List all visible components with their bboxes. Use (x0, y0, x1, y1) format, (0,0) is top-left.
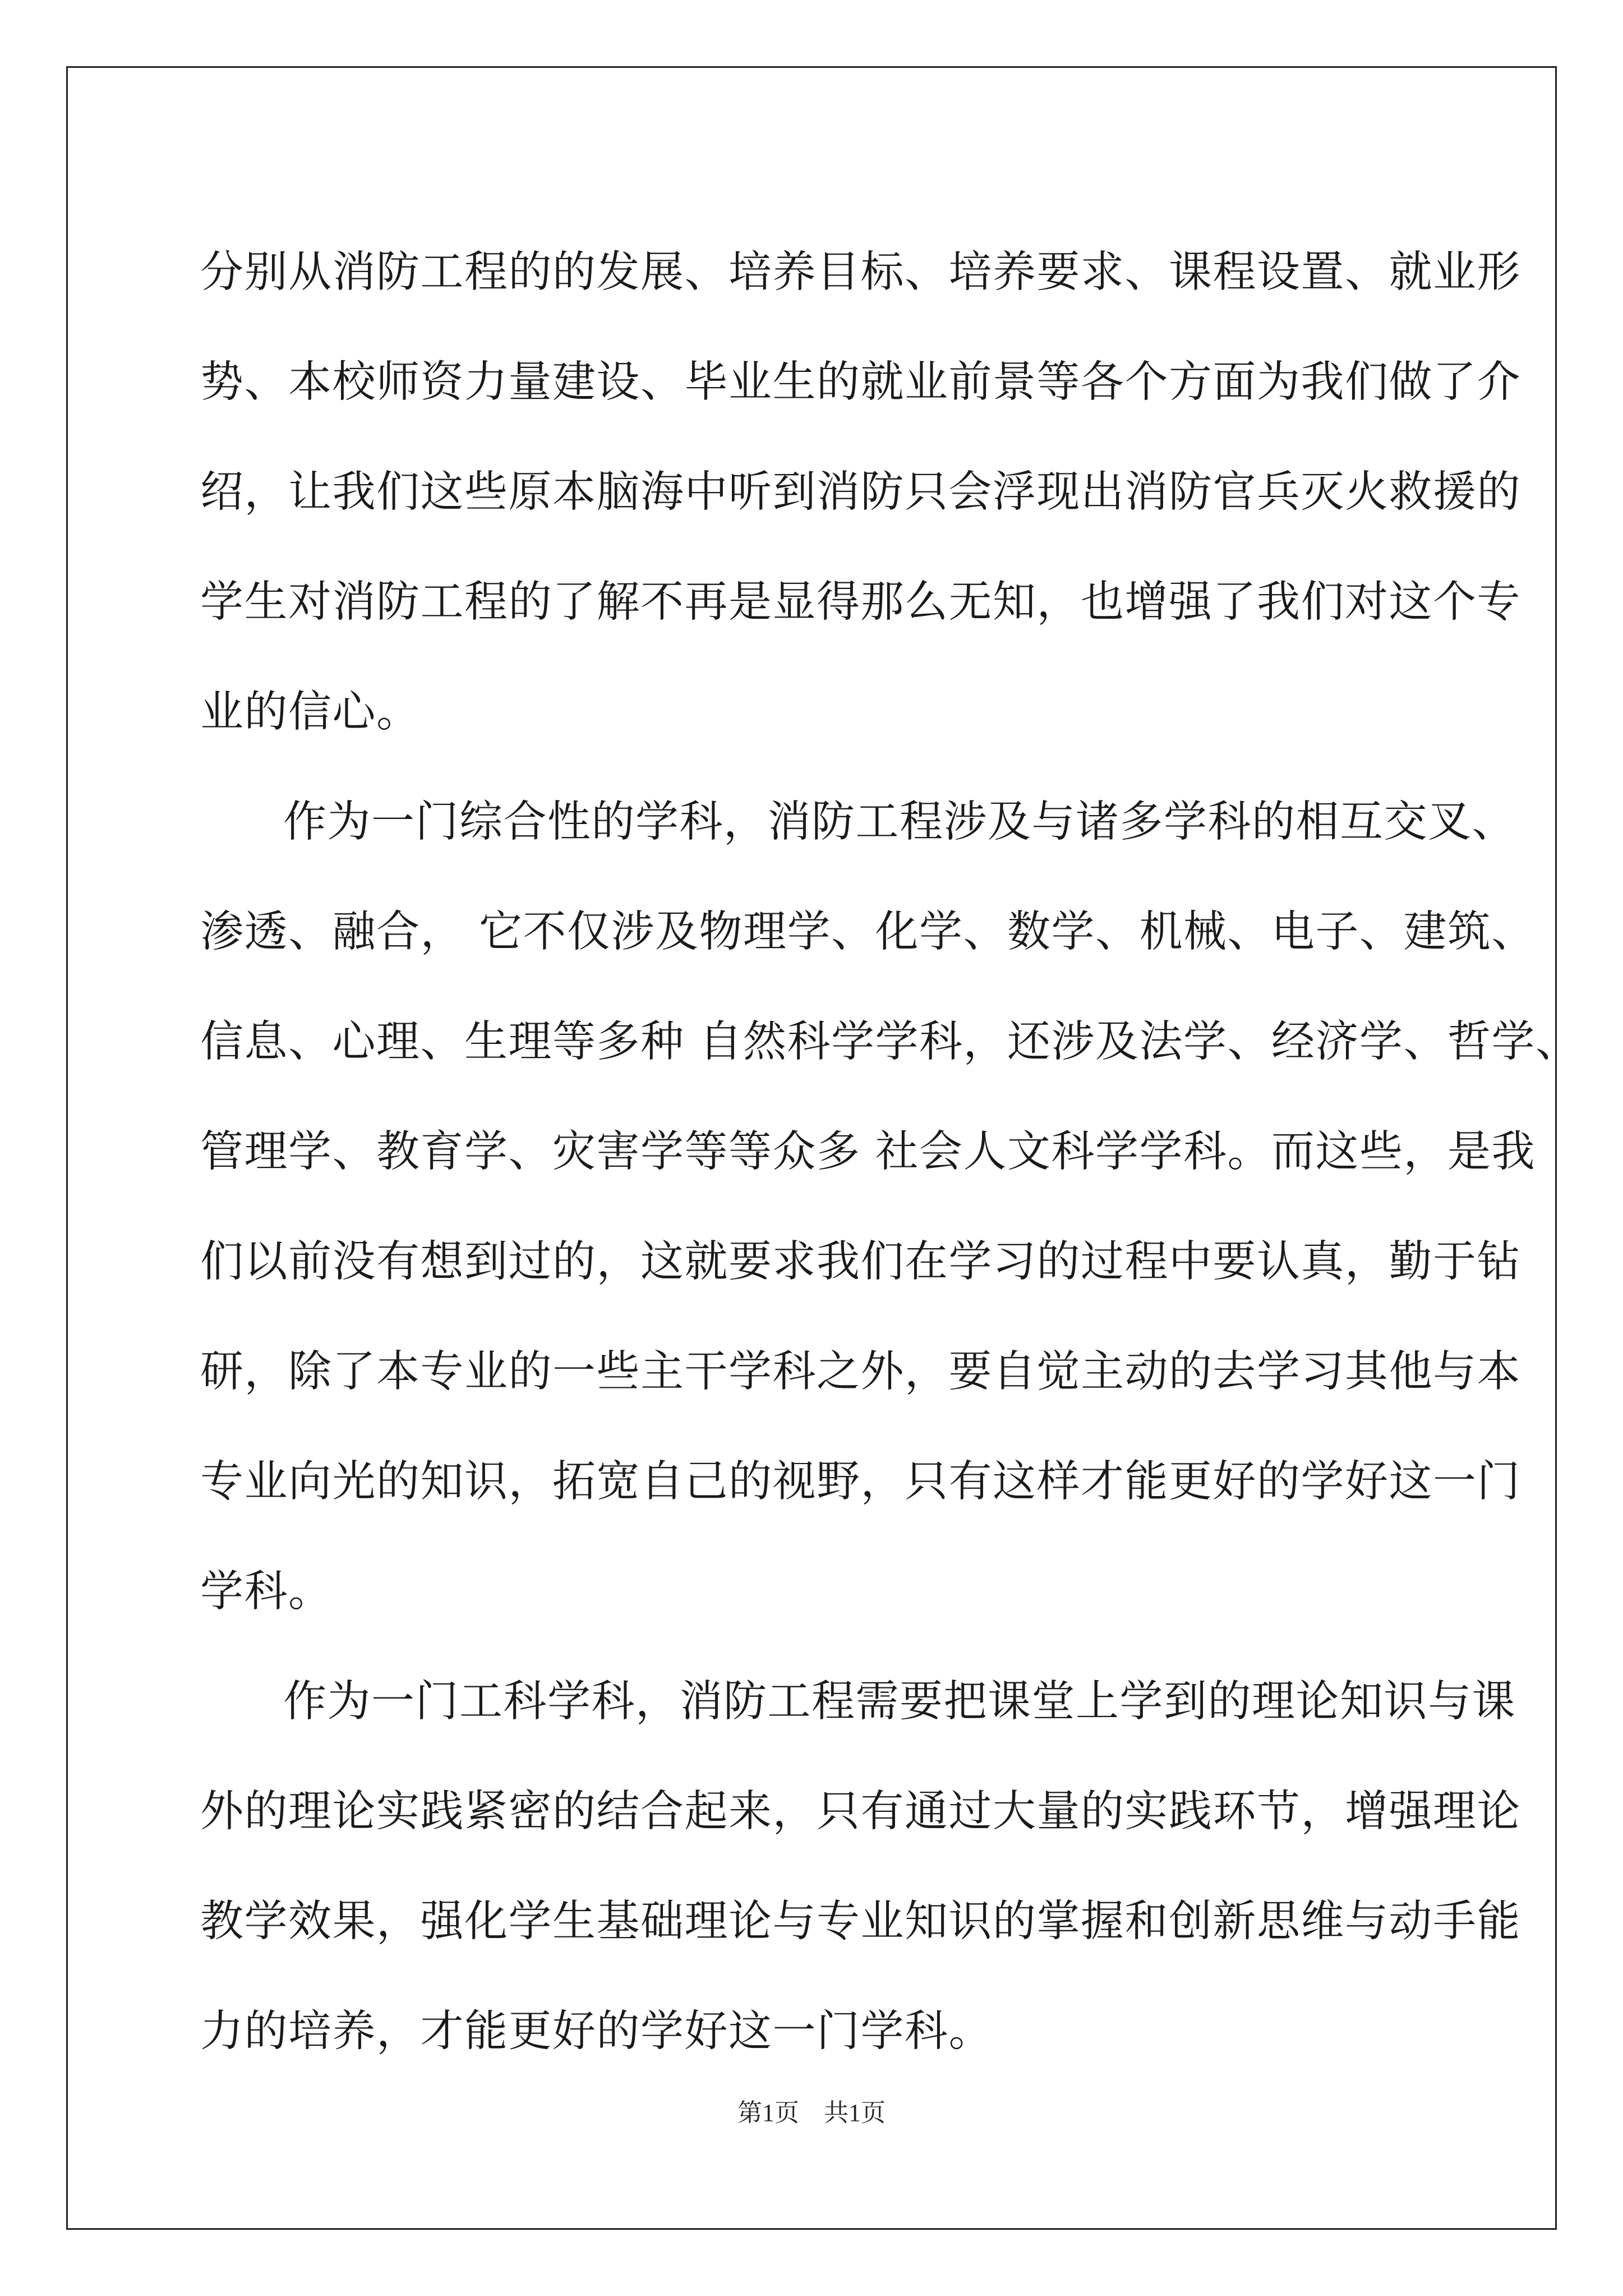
text-line: 分别从消防工程的的发展、培养目标、培养要求、课程设置、就业形 (200, 247, 1521, 297)
text-line: 力的培养，才能更好的学好这一门学科。 (200, 2006, 993, 2056)
text-line: 势、本校师资力量建设、毕业生的就业前景等各个方面为我们做了介 (200, 357, 1521, 407)
paragraph-start-line: 作为一门综合性的学科，消防工程涉及与诸多学科的相互交叉、 (283, 797, 1516, 847)
text-line: 教学效果，强化学生基础理论与专业知识的掌握和创新思维与动手能 (200, 1896, 1521, 1947)
text-line: 渗透、融合， 它不仅涉及物理学、化学、数学、机械、电子、建筑、 (200, 907, 1536, 957)
page-number-footer: 第1页 共1页 (737, 2099, 886, 2127)
text-line: 们以前没有想到过的，这就要求我们在学习的过程中要认真，勤于钻 (200, 1236, 1521, 1287)
text-line: 研，除了本专业的一些主干学科之外，要自觉主动的去学习其他与本 (200, 1346, 1521, 1397)
text-line: 专业向光的知识，拓宽自己的视野，只有这样才能更好的学好这一门 (200, 1456, 1521, 1507)
text-line: 学生对消防工程的了解不再是显得那么无知，也增强了我们对这个专 (200, 577, 1521, 627)
text-line: 信息、心理、生理等多种 自然科学学科，还涉及法学、经济学、哲学、 (200, 1016, 1580, 1067)
text-line: 业的信心。 (200, 687, 421, 737)
paragraph-start-line: 作为一门工科学科，消防工程需要把课堂上学到的理论知识与课 (283, 1676, 1516, 1727)
document-body (200, 213, 1580, 2082)
text-line: 绍，让我们这些原本脑海中听到消防只会浮现出消防官兵灭火救援的 (200, 467, 1521, 517)
text-line: 学科。 (200, 1566, 333, 1617)
text-line: 外的理论实践紧密的结合起来，只有通过大量的实践环节，增强理论 (200, 1786, 1521, 1837)
text-line: 管理学、教育学、灾害学等等众多 社会人文科学学科。而这些，是我 (200, 1126, 1536, 1177)
